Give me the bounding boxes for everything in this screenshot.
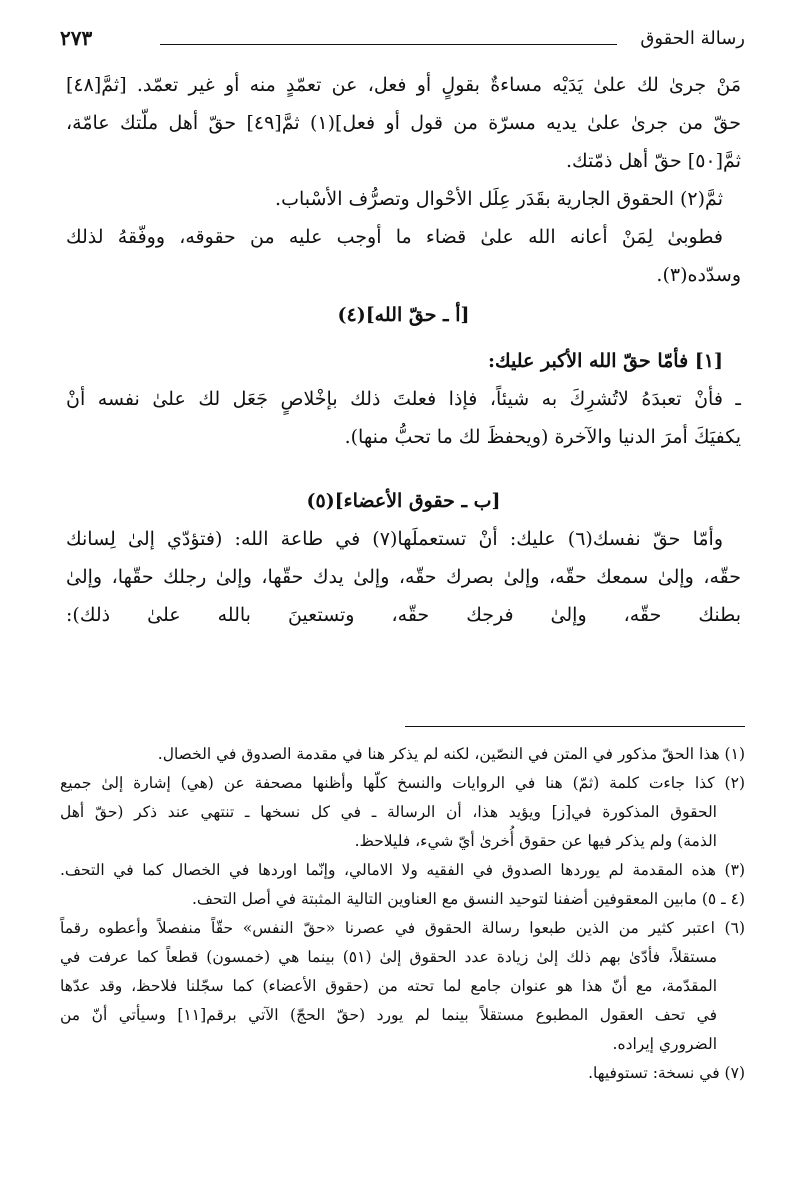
footnote-line: الحقوق المذكورة في[ز] ويؤيد هذا، أن الرسالة ـ في كل نسخها ـ تنتهي عند ذكر (حقّ أهل xyxy=(60,803,717,821)
text-line: وسدّده(٣). xyxy=(656,264,741,286)
text-line: فطوبىٰ لِمَنْ أعانه الله علىٰ قضاء ما أوجب عليه من حقوقه، ووفّقهُ لذلك xyxy=(66,226,723,248)
page-number: ٢٧٣ xyxy=(60,26,93,50)
item-heading-1: [١] فأمّا حقّ الله الأكبر عليك: xyxy=(487,350,723,372)
footnote-divider xyxy=(405,726,745,727)
footnote-line: (٤ ـ ٥) مابين المعقوفين أضفنا لتوحيد النسق مع العناوين التالية المثبتة في أصل التحف. xyxy=(191,890,745,908)
section-heading-b: [ب ـ حقوق الأعضاء](٥) xyxy=(306,490,501,512)
text-line: بطنك حقّه، وإلىٰ فرجك حقّه، وتستعينَ بالله علىٰ ذلك): xyxy=(66,604,741,626)
footnote-line: المقدّمة، مع أنّ هذا هو عنوان جامع لما تحته من (حقوق الأعضاء) كما سجّلنا فلاحظ، وقد عدّها xyxy=(60,977,717,995)
text-line: ثمَّ(٢) الحقوق الجارية بقَدَر عِلَل الأحْوال وتصرُّف الأسْباب. xyxy=(275,188,723,210)
running-title: رسالة الحقوق xyxy=(640,28,745,49)
footnote-line: (٢) كذا جاءت كلمة (ثمّ) هنا في الروايات والنسخ كلّها وأظنها مصحفة عن (هي) إشارة إلىٰ جميع xyxy=(60,774,745,792)
text-line: حقّه، وإلىٰ سمعك حقّه، وإلىٰ بصرك حقّه، وإلىٰ يدك حقّها، وإلىٰ رجلك حقّها، وإلىٰ xyxy=(66,566,741,588)
text-line: ـ فأنْ تعبدَهُ لاتُشرِكَ به شيئاً، فإذا فعلتَ ذلك بإخْلاصٍ جَعَل لك علىٰ نفسه أنْ xyxy=(66,388,741,410)
footnote-line: في تحف العقول المطبوع مستقلاً بينما لم يورد (حقّ الحجّ) الآتي برقم[١١] وسيأتي أنّ من xyxy=(60,1006,717,1024)
footnote-line: مستقلاً، فأدّىٰ بهم ذلك إلىٰ زيادة عدد الحقوق إلىٰ (٥١) بينما هي (خمسون) قطعاً كما عرفت في xyxy=(60,948,718,966)
main-text xyxy=(66,66,741,634)
footnotes xyxy=(60,740,745,1088)
text-line: وأمّا حقّ نفسك(٦) عليك: أنْ تستعملَها(٧) في طاعة الله: (فتؤدّي إلىٰ لِسانك xyxy=(66,528,723,550)
footnote-line: الذمة) ولم يذكر فيها عن حقوق أُخرىٰ أيّ شيء، فليلاحظ. xyxy=(354,832,717,850)
text-line: حقّ من جرىٰ علىٰ يديه مسرّة من قول أو فعل](١) ثمَّ[٤٩] حقّ أهل ملّتك عامّة، xyxy=(66,112,741,134)
footnote-line: (٣) هذه المقدمة لم يوردها الصدوق في الفقيه ولا الامالي، وإنّما اوردها في الخصال كما في التحف. xyxy=(60,861,745,879)
text-line: مَنْ جرىٰ لك علىٰ يَدَيْه مساءةٌ بقولٍ أو فعل، عن تعمّدٍ منه أو غير تعمّد. [ثمَّ[٤٨] xyxy=(66,74,741,96)
footnote-line: (٦) اعتبر كثير من الذين طبعوا رسالة الحقوق في عصرنا «حقّ النفس» حقّاً منفصلاً وأعطوه رقماً xyxy=(60,919,745,937)
section-heading-a: [أ ـ حقّ الله](٤) xyxy=(337,304,470,326)
footnote-line: (١) هذا الحقّ مذكور في المتن في النصّين، لكنه لم يذكر هنا في مقدمة الصدوق في الخصال. xyxy=(157,745,745,763)
footnote-line: (٧) في نسخة: تستوفيها. xyxy=(588,1064,745,1082)
header-rule xyxy=(160,44,617,45)
text-line: يكفيَكَ أمرَ الدنيا والآخرة (ويحفظَ لك ما تحبُّ منها). xyxy=(344,426,741,448)
text-line: ثمَّ[٥٠] حقّ أهل ذمّتك. xyxy=(565,150,741,172)
page-header xyxy=(60,26,745,56)
footnote-line: الضروري إيراده. xyxy=(612,1035,717,1053)
